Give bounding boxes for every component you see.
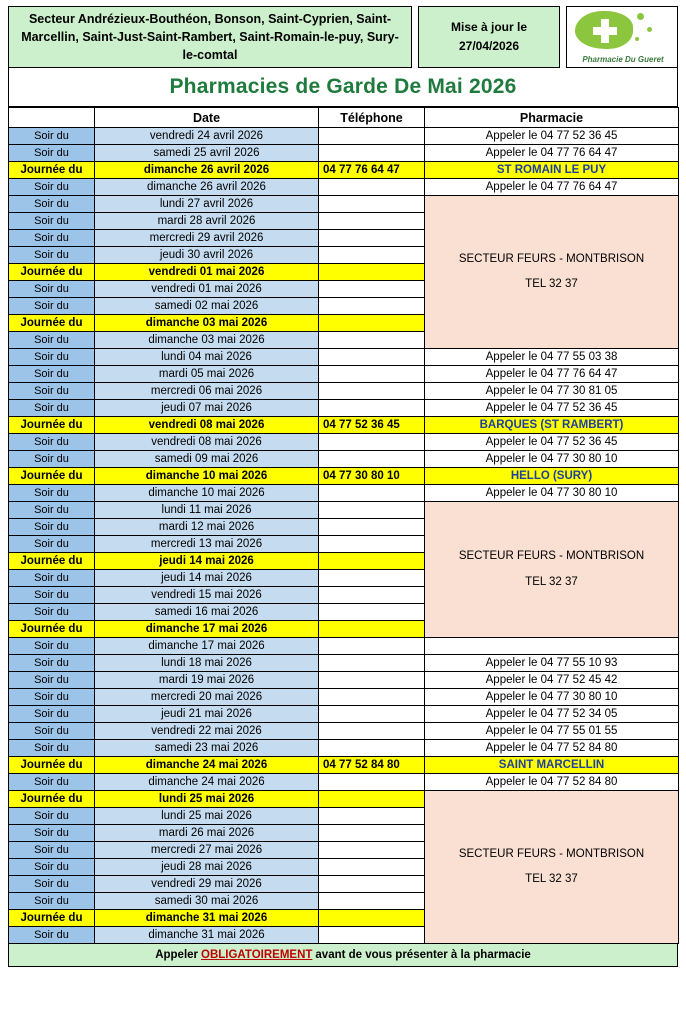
row-date: lundi 25 mai 2026 <box>95 791 319 808</box>
row-date: mercredi 06 mai 2026 <box>95 383 319 400</box>
schedule-table <box>8 107 679 944</box>
row-date: mardi 12 mai 2026 <box>95 519 319 536</box>
table-row <box>9 638 679 655</box>
row-pharmacy: Appeler le 04 77 55 10 93 <box>425 655 679 672</box>
row-phone <box>319 315 425 332</box>
row-phone <box>319 723 425 740</box>
logo-text: Pharmacie Du Gueret <box>582 55 664 64</box>
row-phone <box>319 825 425 842</box>
row-phone <box>319 264 425 281</box>
row-pharmacy: Appeler le 04 77 52 45 42 <box>425 672 679 689</box>
table-row <box>9 400 679 417</box>
row-phone <box>319 383 425 400</box>
row-label-soir: Soir du <box>9 536 95 553</box>
row-label-soir: Soir du <box>9 740 95 757</box>
row-date: dimanche 31 mai 2026 <box>95 927 319 944</box>
row-date: lundi 18 mai 2026 <box>95 655 319 672</box>
row-date: jeudi 14 mai 2026 <box>95 570 319 587</box>
row-label-journee: Journée du <box>9 757 95 774</box>
table-row <box>9 774 679 791</box>
table-row <box>9 655 679 672</box>
row-label-soir: Soir du <box>9 689 95 706</box>
row-date: jeudi 07 mai 2026 <box>95 400 319 417</box>
table-row <box>9 485 679 502</box>
row-date: samedi 02 mai 2026 <box>95 298 319 315</box>
row-pharmacy: Appeler le 04 77 52 84 80 <box>425 740 679 757</box>
row-date: lundi 27 avril 2026 <box>95 196 319 213</box>
sector-info-line2: TEL 32 37 <box>525 575 578 588</box>
row-phone <box>319 128 425 145</box>
row-label-journee: Journée du <box>9 264 95 281</box>
row-phone <box>319 604 425 621</box>
row-date: dimanche 31 mai 2026 <box>95 910 319 927</box>
logo-dot-icon <box>637 13 644 20</box>
row-label-soir: Soir du <box>9 927 95 944</box>
row-date: jeudi 21 mai 2026 <box>95 706 319 723</box>
footer-warning: OBLIGATOIREMENT <box>201 949 313 961</box>
row-pharmacy: Appeler le 04 77 76 64 47 <box>425 366 679 383</box>
update-date: 27/04/2026 <box>458 39 520 53</box>
row-phone <box>319 332 425 349</box>
update-label: Mise à jour le <box>450 19 528 34</box>
pharmacy-cross-icon <box>593 19 617 43</box>
row-date: dimanche 17 mai 2026 <box>95 621 319 638</box>
row-phone <box>319 808 425 825</box>
table-row <box>9 451 679 468</box>
row-phone: 04 77 30 80 10 <box>319 468 425 485</box>
table-row <box>9 417 679 434</box>
row-date: mercredi 20 mai 2026 <box>95 689 319 706</box>
row-phone <box>319 281 425 298</box>
row-label-soir: Soir du <box>9 196 95 213</box>
table-body <box>9 128 679 944</box>
column-header-date: Date <box>95 108 319 128</box>
row-date: mardi 28 avril 2026 <box>95 213 319 230</box>
row-label-soir: Soir du <box>9 434 95 451</box>
row-date: jeudi 14 mai 2026 <box>95 553 319 570</box>
row-phone <box>319 519 425 536</box>
row-pharmacy: Appeler le 04 77 30 80 10 <box>425 451 679 468</box>
row-label-journee: Journée du <box>9 910 95 927</box>
table-row <box>9 145 679 162</box>
row-pharmacy: Appeler le 04 77 30 80 10 <box>425 485 679 502</box>
column-header-pharmacy: Pharmacie <box>425 108 679 128</box>
row-date: jeudi 30 avril 2026 <box>95 247 319 264</box>
row-pharmacy: BARQUES (ST RAMBERT) <box>425 417 679 434</box>
row-phone <box>319 910 425 927</box>
row-date: vendredi 29 mai 2026 <box>95 876 319 893</box>
row-label-journee: Journée du <box>9 417 95 434</box>
row-label-soir: Soir du <box>9 332 95 349</box>
logo-dot-icon <box>635 37 639 41</box>
table-row <box>9 757 679 774</box>
table-row <box>9 196 679 213</box>
row-date: dimanche 03 mai 2026 <box>95 315 319 332</box>
table-row <box>9 383 679 400</box>
row-phone <box>319 927 425 944</box>
row-pharmacy: Appeler le 04 77 52 36 45 <box>425 434 679 451</box>
sector-title: Secteur Andrézieux-Bouthéon, Bonson, Saint-Cyprien, Saint-Marcellin, Saint-Just-Saint-Rambert, Saint-Romain-le-puy, Sury-le-comtal <box>8 6 412 68</box>
row-date: mercredi 27 mai 2026 <box>95 842 319 859</box>
row-label-soir: Soir du <box>9 842 95 859</box>
table-row <box>9 179 679 196</box>
row-date: vendredi 24 avril 2026 <box>95 128 319 145</box>
row-date: dimanche 10 mai 2026 <box>95 485 319 502</box>
footer-text-before: Appeler <box>155 949 199 961</box>
row-label-soir: Soir du <box>9 808 95 825</box>
row-phone <box>319 179 425 196</box>
row-phone: 04 77 76 64 47 <box>319 162 425 179</box>
row-pharmacy: Appeler le 04 77 52 34 05 <box>425 706 679 723</box>
row-label-journee: Journée du <box>9 162 95 179</box>
update-info <box>418 6 560 68</box>
row-phone <box>319 553 425 570</box>
row-label-soir: Soir du <box>9 485 95 502</box>
row-pharmacy <box>425 638 679 655</box>
row-date: mercredi 13 mai 2026 <box>95 536 319 553</box>
row-phone <box>319 434 425 451</box>
row-pharmacy: Appeler le 04 77 52 36 45 <box>425 400 679 417</box>
sector-info-cell <box>425 196 679 349</box>
row-date: mardi 05 mai 2026 <box>95 366 319 383</box>
row-phone: 04 77 52 84 80 <box>319 757 425 774</box>
sector-info-line1: SECTEUR FEURS - MONTBRISON <box>458 847 645 860</box>
row-phone <box>319 655 425 672</box>
logo-dot-icon <box>647 27 652 32</box>
row-date: lundi 04 mai 2026 <box>95 349 319 366</box>
row-label-soir: Soir du <box>9 570 95 587</box>
row-pharmacy: Appeler le 04 77 30 80 10 <box>425 689 679 706</box>
row-pharmacy: HELLO (SURY) <box>425 468 679 485</box>
row-phone <box>319 485 425 502</box>
table-row <box>9 723 679 740</box>
row-pharmacy: Appeler le 04 77 55 03 38 <box>425 349 679 366</box>
row-date: samedi 25 avril 2026 <box>95 145 319 162</box>
row-date: dimanche 17 mai 2026 <box>95 638 319 655</box>
row-label-soir: Soir du <box>9 281 95 298</box>
row-phone <box>319 570 425 587</box>
row-date: mardi 26 mai 2026 <box>95 825 319 842</box>
sector-info-cell <box>425 502 679 638</box>
row-pharmacy: Appeler le 04 77 55 01 55 <box>425 723 679 740</box>
table-row <box>9 689 679 706</box>
row-date: dimanche 26 avril 2026 <box>95 162 319 179</box>
row-pharmacy: Appeler le 04 77 52 36 45 <box>425 128 679 145</box>
row-label-soir: Soir du <box>9 451 95 468</box>
page-header <box>8 6 678 68</box>
row-label-soir: Soir du <box>9 298 95 315</box>
row-date: vendredi 08 mai 2026 <box>95 417 319 434</box>
row-label-soir: Soir du <box>9 893 95 910</box>
row-label-soir: Soir du <box>9 128 95 145</box>
row-label-soir: Soir du <box>9 247 95 264</box>
row-phone <box>319 859 425 876</box>
row-label-soir: Soir du <box>9 723 95 740</box>
row-pharmacy: ST ROMAIN LE PUY <box>425 162 679 179</box>
table-row <box>9 128 679 145</box>
row-label-soir: Soir du <box>9 145 95 162</box>
row-label-soir: Soir du <box>9 400 95 417</box>
row-label-soir: Soir du <box>9 502 95 519</box>
row-date: vendredi 22 mai 2026 <box>95 723 319 740</box>
row-label-soir: Soir du <box>9 383 95 400</box>
column-header-label <box>9 108 95 128</box>
row-phone <box>319 740 425 757</box>
table-row <box>9 349 679 366</box>
row-date: jeudi 28 mai 2026 <box>95 859 319 876</box>
row-phone <box>319 196 425 213</box>
footer-note <box>8 944 678 967</box>
row-label-soir: Soir du <box>9 706 95 723</box>
row-phone <box>319 502 425 519</box>
table-row <box>9 672 679 689</box>
row-label-soir: Soir du <box>9 349 95 366</box>
sector-info-line1: SECTEUR FEURS - MONTBRISON <box>458 550 645 563</box>
row-phone <box>319 689 425 706</box>
row-date: dimanche 03 mai 2026 <box>95 332 319 349</box>
row-label-soir: Soir du <box>9 587 95 604</box>
row-date: lundi 11 mai 2026 <box>95 502 319 519</box>
row-date: vendredi 01 mai 2026 <box>95 281 319 298</box>
row-phone <box>319 876 425 893</box>
row-label-journee: Journée du <box>9 315 95 332</box>
row-phone <box>319 621 425 638</box>
sector-info-cell <box>425 791 679 944</box>
row-label-soir: Soir du <box>9 638 95 655</box>
row-phone <box>319 791 425 808</box>
row-phone <box>319 247 425 264</box>
row-label-soir: Soir du <box>9 604 95 621</box>
row-date: samedi 09 mai 2026 <box>95 451 319 468</box>
table-row <box>9 162 679 179</box>
row-label-soir: Soir du <box>9 825 95 842</box>
row-phone <box>319 672 425 689</box>
page-title: Pharmacies de Garde De Mai 2026 <box>169 75 517 98</box>
sector-info-line2: TEL 32 37 <box>525 278 578 290</box>
row-label-soir: Soir du <box>9 672 95 689</box>
row-pharmacy: Appeler le 04 77 76 64 47 <box>425 145 679 162</box>
table-row <box>9 366 679 383</box>
table-row <box>9 468 679 485</box>
row-label-soir: Soir du <box>9 876 95 893</box>
row-date: vendredi 15 mai 2026 <box>95 587 319 604</box>
column-header-phone: Téléphone <box>319 108 425 128</box>
row-label-soir: Soir du <box>9 519 95 536</box>
row-label-soir: Soir du <box>9 366 95 383</box>
row-label-soir: Soir du <box>9 213 95 230</box>
row-date: lundi 25 mai 2026 <box>95 808 319 825</box>
row-date: dimanche 10 mai 2026 <box>95 468 319 485</box>
row-phone <box>319 145 425 162</box>
row-label-soir: Soir du <box>9 230 95 247</box>
row-label-journee: Journée du <box>9 553 95 570</box>
row-label-journee: Journée du <box>9 468 95 485</box>
row-label-journee: Journée du <box>9 791 95 808</box>
row-date: samedi 30 mai 2026 <box>95 893 319 910</box>
row-date: dimanche 24 mai 2026 <box>95 757 319 774</box>
sector-info-line2: TEL 32 37 <box>525 873 578 885</box>
row-pharmacy: Appeler le 04 77 76 64 47 <box>425 179 679 196</box>
row-phone <box>319 400 425 417</box>
row-phone: 04 77 52 36 45 <box>319 417 425 434</box>
row-date: vendredi 01 mai 2026 <box>95 264 319 281</box>
row-phone <box>319 893 425 910</box>
row-phone <box>319 842 425 859</box>
row-phone <box>319 349 425 366</box>
row-phone <box>319 298 425 315</box>
row-date: samedi 23 mai 2026 <box>95 740 319 757</box>
table-row <box>9 740 679 757</box>
table-row <box>9 791 679 808</box>
row-pharmacy: SAINT MARCELLIN <box>425 757 679 774</box>
row-phone <box>319 706 425 723</box>
row-phone <box>319 366 425 383</box>
row-date: mardi 19 mai 2026 <box>95 672 319 689</box>
sector-info-line1: SECTEUR FEURS - MONTBRISON <box>458 252 645 265</box>
pharmacy-logo <box>566 6 678 68</box>
row-label-soir: Soir du <box>9 774 95 791</box>
row-phone <box>319 587 425 604</box>
row-pharmacy: Appeler le 04 77 52 84 80 <box>425 774 679 791</box>
row-phone <box>319 774 425 791</box>
row-label-soir: Soir du <box>9 655 95 672</box>
row-date: dimanche 24 mai 2026 <box>95 774 319 791</box>
row-date: vendredi 08 mai 2026 <box>95 434 319 451</box>
table-row <box>9 434 679 451</box>
row-phone <box>319 638 425 655</box>
row-phone <box>319 213 425 230</box>
page-title-box <box>8 68 678 107</box>
row-label-soir: Soir du <box>9 859 95 876</box>
row-phone <box>319 451 425 468</box>
row-label-journee: Journée du <box>9 621 95 638</box>
footer-text-after: avant de vous présenter à la pharmacie <box>315 949 531 961</box>
row-date: samedi 16 mai 2026 <box>95 604 319 621</box>
row-date: dimanche 26 avril 2026 <box>95 179 319 196</box>
table-row <box>9 502 679 519</box>
table-header-row <box>9 108 679 128</box>
row-phone <box>319 230 425 247</box>
row-label-soir: Soir du <box>9 179 95 196</box>
table-row <box>9 706 679 723</box>
row-pharmacy: Appeler le 04 77 30 81 05 <box>425 383 679 400</box>
row-date: mercredi 29 avril 2026 <box>95 230 319 247</box>
row-phone <box>319 536 425 553</box>
